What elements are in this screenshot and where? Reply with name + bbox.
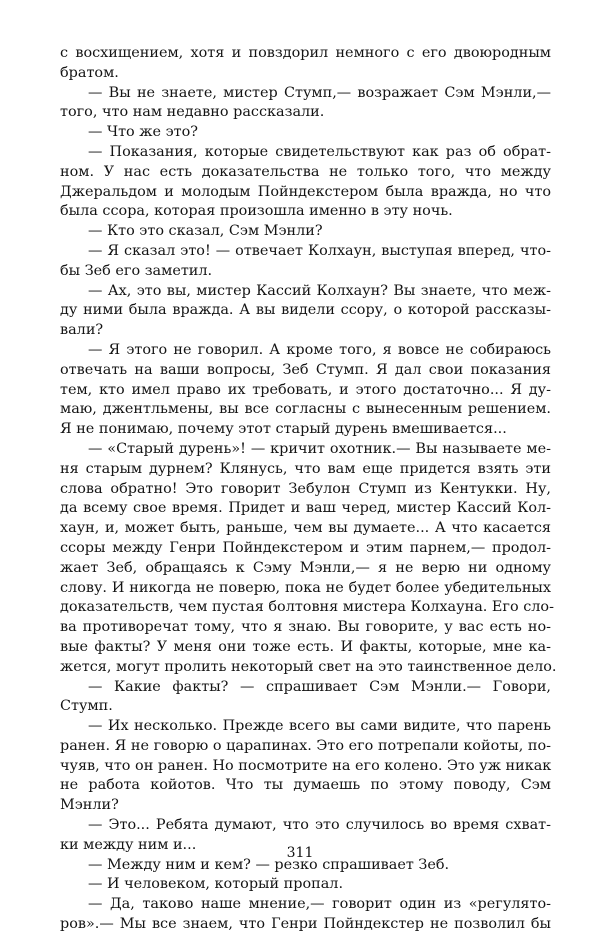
text-line: чуяв, что он ранен. Но посмотрите на его колено. Это уж никак [60, 757, 552, 774]
text-line: ссоры между Генри Пойндекстером и этим парнем,— продол- [60, 539, 551, 556]
text-line: Стумп. [60, 698, 113, 715]
text-line: — «Старый дурень»! — кричит охотник.— Вы называете ме- [88, 440, 551, 457]
text-line: — Вы не знаете, мистер Стумп,— возражает Сэм Мэнли,— [88, 84, 551, 101]
text-line: маю, джентльмены, вы все согласны с вынесенным решением. [60, 401, 551, 418]
text-line: Мэнли? [60, 797, 119, 814]
text-line: — Между ним и кем? — резко спрашивает Зеб. [88, 856, 450, 873]
text-line: жает Зеб, обращаясь к Сэму Мэнли,— я не верю ни одному [60, 559, 551, 576]
page-text [60, 44, 557, 935]
text-line: слову. И никогда не поверю, пока не будет более убедительных [60, 579, 551, 596]
text-line: слова обратно! Это говорит Зебулон Стумп из Кентукки. Ну, [60, 480, 551, 497]
text-line: не работа койотов. Что ты думаешь по этому поводу, Сэм [60, 777, 551, 794]
text-line: с восхищением, хотя и повздорил немного с его двоюродным [60, 45, 551, 61]
text-line: жется, могут пролить некоторый свет на это таинственное дело. [60, 658, 557, 675]
text-line: Джеральдом и молодым Пойндекстером была вражда, но что [60, 183, 551, 200]
page-number: 311 [286, 845, 314, 861]
text-line: да всему свое время. Придет и ваш черед, мистер Кассий Кол- [60, 500, 551, 517]
text-line: — И человеком, который пропал. [88, 876, 344, 893]
text-line: — Да, таково наше мнение,— говорит один из «регулято- [88, 896, 551, 913]
text-line: — Кто это сказал, Сэм Мэнли? [88, 223, 323, 240]
text-line: ня старым дурнем? Клянусь, что вам еще придется взять эти [60, 460, 551, 477]
text-line: ном. У нас есть доказательства не только того, что между [60, 163, 551, 180]
text-line: того, что нам недавно рассказали. [60, 104, 325, 121]
text-line: — Их несколько. Прежде всего вы сами видите, что парень [88, 718, 551, 735]
text-line: отвечать на ваши вопросы, Зеб Стумп. Я дал свои показания [60, 361, 551, 378]
text-line: ду ними была вражда. А вы видели ссору, о которой рассказы- [60, 302, 551, 319]
text-line: — Я сказал это! — отвечает Колхаун, выступая вперед, что- [88, 242, 551, 259]
text-line: вали? [60, 322, 104, 339]
text-line: была ссора, которая произошла именно в эту ночь. [60, 203, 453, 220]
text-line: доказательств, чем пустая болтовня мистера Колхауна. Его сло- [60, 599, 554, 616]
text-line: — Показания, которые свидетельствуют как раз об обрат- [88, 143, 551, 160]
text-line: ров».— Мы все знаем, что Генри Пойндекстер не позволил бы [60, 916, 551, 933]
text-line: — Что же это? [88, 124, 199, 141]
text-line: ранен. Я не говорю о царапинах. Это его потрепали койоты, по- [60, 737, 551, 754]
text-line: — Это... Ребята думают, что это случилось во время схват- [88, 817, 551, 834]
text-line: — Ах, это вы, мистер Кассий Колхаун? Вы знаете, что меж- [88, 282, 551, 299]
text-line: тем, кто имел право их требовать, и этого достаточно... Я ду- [60, 381, 551, 398]
text-line: Я не понимаю, почему этот старый дурень вмешивается... [60, 421, 507, 438]
text-line: вые факты? У меня они тоже есть. И факты, которые, мне ка- [60, 638, 551, 655]
text-line: бы Зеб его заметил. [60, 262, 213, 279]
text-line: братом. [60, 64, 119, 81]
text-line: хаун, и, может быть, раньше, чем вы думаете... А что касается [60, 520, 551, 537]
text-line: — Я этого не говорил. А кроме того, я вовсе не собираюсь [88, 341, 551, 358]
text-line: ва противоречат тому, что я знаю. Вы говорите, у вас есть но- [60, 619, 551, 636]
text-line: — Какие факты? — спрашивает Сэм Мэнли.— Говори, [88, 678, 551, 695]
text-line: ки между ним и... [60, 836, 197, 853]
